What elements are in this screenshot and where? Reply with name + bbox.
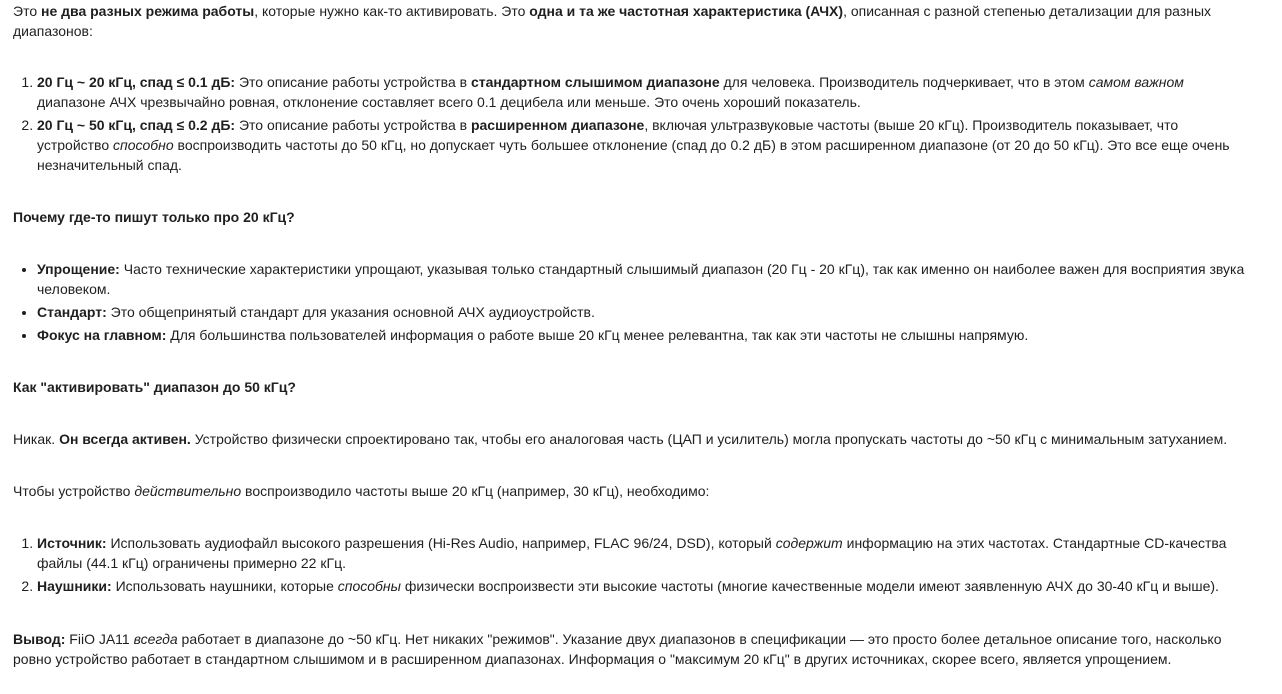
text: Это общепринятый стандарт для указания основной АЧХ аудиоустройств.: [106, 304, 595, 320]
text: для человека. Производитель подчеркивает, что в этом: [719, 74, 1089, 90]
italic-text: способно: [113, 137, 174, 153]
intro-paragraph: [13, 1, 1253, 41]
bold-text: Упрощение:: [37, 261, 120, 277]
text: работает в диапазоне до ~50 кГц. Нет никаких "режимов". Указание двух диапазонов в спецификации — это просто более детальное описание того, насколько ровно устройство работает в стандартном слышимом и в расширенном диапазонах. Информация о "максимум 20 кГц" в других источниках, скорее всего, является упрощением.: [13, 631, 1222, 667]
text: воспроизводить частоты до 50 кГц, но допускает чуть большее отклонение (спад до 0.2 дБ) в этом расширенном диапазоне (от 20 до 50 кГц). Это все еще очень незначительный спад.: [37, 137, 1230, 173]
bold-text: Он всегда активен.: [59, 431, 191, 447]
bold-text: не два разных режима работы: [41, 3, 255, 19]
section-heading: Как "активировать" диапазон до 50 кГц?: [13, 379, 296, 395]
text: диапазоне АЧХ чрезвычайно ровная, отклонение составляет всего 0.1 децибела или меньше. Это очень хороший показатель.: [37, 94, 861, 110]
bold-text: Фокус на главном:: [37, 327, 167, 343]
bold-text: Источник:: [37, 535, 107, 551]
requirement-paragraph: [13, 481, 1253, 501]
italic-text: действительно: [134, 483, 242, 499]
text: Использовать наушники, которые: [111, 578, 338, 594]
text: Это: [13, 3, 41, 19]
section-heading: Почему где-то пишут только про 20 кГц?: [13, 209, 295, 225]
bold-text: 20 Гц ~ 20 кГц, спад ≤ 0.1 дБ:: [37, 74, 236, 90]
list-item: [37, 259, 1253, 299]
text: Это описание работы устройства в: [235, 117, 471, 133]
requirements-list: [13, 533, 1253, 596]
answer-content: [13, 1, 1253, 669]
text: Часто технические характеристики упрощают, указывая только стандартный слышимый диапазон (20 Гц - 20 кГц), так как именно он наиболее важен для восприятия звука человеком.: [37, 261, 1245, 297]
bold-text: стандартном слышимом диапазоне: [470, 74, 720, 90]
bold-text: одна и та же частотная характеристика (АЧХ): [529, 3, 844, 19]
text: воспроизводило частоты выше 20 кГц (например, 30 кГц), необходимо:: [241, 483, 710, 499]
text: Чтобы устройство: [13, 483, 135, 499]
list-item: [37, 302, 1253, 322]
bold-text: 20 Гц ~ 50 кГц, спад ≤ 0.2 дБ:: [37, 117, 236, 133]
list-item: [37, 576, 1253, 596]
text: Это описание работы устройства в: [235, 74, 471, 90]
list-item: [37, 115, 1253, 175]
text: Устройство физически спроектировано так, чтобы его аналоговая часть (ЦАП и усилитель) могла пропускать частоты до ~50 кГц с минимальным затуханием.: [190, 431, 1228, 447]
italic-text: содержит: [775, 535, 843, 551]
text: Для большинства пользователей информация о работе выше 20 кГц менее релевантна, так как эти частоты не слышны напрямую.: [166, 327, 1029, 343]
text: физически воспроизвести эти высокие частоты (многие качественные модели имеют заявленную АЧХ до 30-40 кГц и выше).: [400, 578, 1219, 594]
reasons-list: [13, 259, 1253, 345]
bold-text: Наушники:: [37, 578, 112, 594]
text: FiiO JA11: [65, 631, 134, 647]
text: , которые нужно как-то активировать. Это: [254, 3, 530, 19]
list-item: [37, 325, 1253, 345]
answer-paragraph: [13, 429, 1253, 449]
italic-text: самом важном: [1088, 74, 1184, 90]
text: Использовать аудиофайл высокого разрешения (Hi-Res Audio, например, FLAC 96/24, DSD), который: [106, 535, 776, 551]
text: , описанная с разной степенью детализации для разных диапазонов:: [13, 3, 1212, 39]
text: , включая ультразвуковые частоты (выше 20 кГц). Производитель показывает, что устройство: [37, 117, 1179, 153]
italic-text: способны: [337, 578, 401, 594]
text: Никак.: [13, 431, 60, 447]
bold-text: расширенном диапазоне: [470, 117, 645, 133]
list-item: [37, 533, 1253, 573]
ranges-list: [13, 72, 1253, 175]
text: информацию на этих частотах. Стандартные CD-качества файлы (44.1 кГц) ограничены примерно 22 кГц.: [37, 535, 1227, 571]
bold-text: Стандарт:: [37, 304, 107, 320]
conclusion-paragraph: [13, 629, 1253, 669]
bold-text: Вывод:: [13, 631, 66, 647]
italic-text: всегда: [133, 631, 178, 647]
list-item: [37, 72, 1253, 112]
